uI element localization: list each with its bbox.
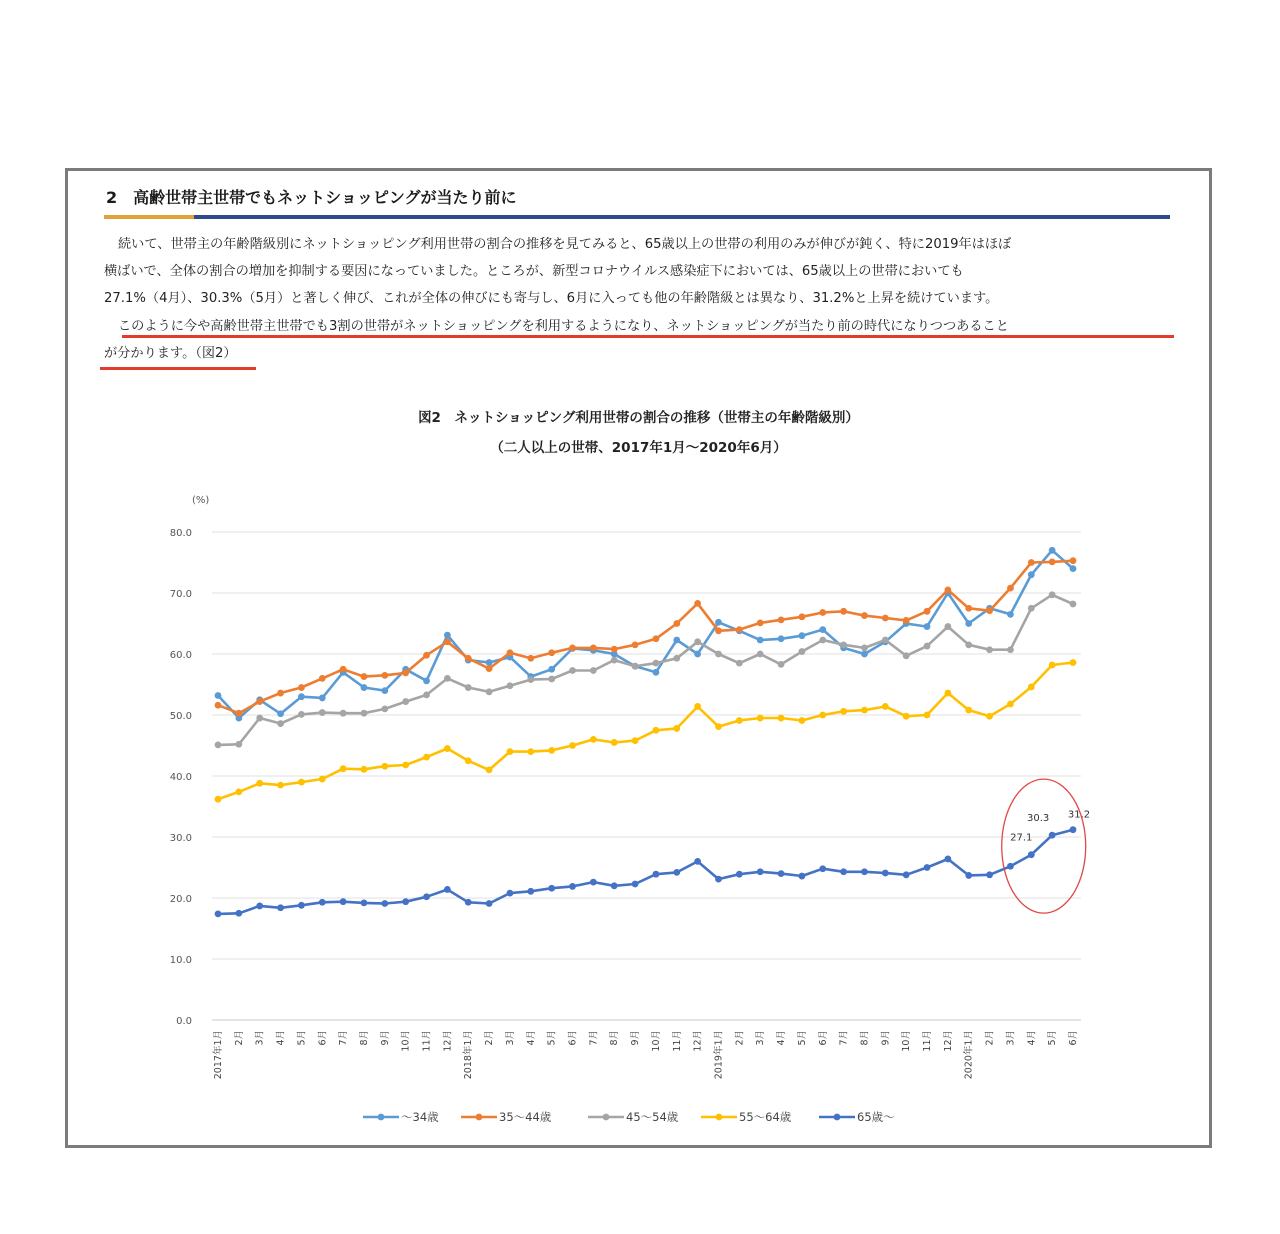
data-point	[486, 767, 493, 774]
data-point	[1007, 585, 1014, 592]
data-point	[381, 900, 388, 907]
legend-marker	[716, 1114, 723, 1121]
y-tick-label: 20.0	[169, 894, 192, 905]
data-point	[819, 865, 826, 872]
paragraph-line: 横ばいで、全体の割合の増加を抑制する要因になっていました。ところが、新型コロナウイルス感染症下においては、65歳以上の世帯においても	[104, 264, 964, 280]
data-point	[569, 742, 576, 749]
data-point	[1070, 557, 1077, 564]
data-point	[673, 869, 680, 876]
x-tick-label: 8月	[609, 1030, 621, 1046]
data-point	[319, 899, 326, 906]
data-point	[965, 707, 972, 714]
data-point	[757, 619, 764, 626]
data-point	[1007, 646, 1014, 653]
y-axis-label: (%)	[192, 495, 210, 506]
data-point	[611, 739, 618, 746]
data-point	[277, 710, 284, 717]
y-tick-label: 50.0	[169, 711, 192, 722]
data-point	[1049, 662, 1056, 669]
data-point	[381, 706, 388, 713]
data-point	[799, 717, 806, 724]
y-tick-label: 70.0	[169, 589, 192, 600]
data-point	[694, 600, 701, 607]
data-point	[1049, 832, 1056, 839]
data-point	[486, 688, 493, 695]
data-point	[215, 910, 222, 917]
data-point	[235, 910, 242, 917]
chart-subtitle: （二人以上の世帯、2017年1月～2020年6月）	[490, 440, 787, 456]
data-point	[256, 698, 263, 705]
data-point	[903, 652, 910, 659]
data-point	[903, 713, 910, 720]
data-point	[340, 898, 347, 905]
x-tick-label: 2月	[484, 1030, 496, 1046]
data-point	[444, 745, 451, 752]
x-tick-label: 7月	[838, 1030, 850, 1046]
report-frame	[65, 168, 1212, 1148]
legend-marker	[834, 1114, 841, 1121]
x-tick-label: 11月	[421, 1030, 433, 1052]
data-point	[903, 871, 910, 878]
legend-label: 55～64歳	[739, 1110, 792, 1124]
data-point	[361, 710, 368, 717]
data-point	[694, 703, 701, 710]
x-tick-label: 7月	[338, 1030, 350, 1046]
x-tick-label: 2月	[984, 1030, 996, 1046]
highlight-ellipse	[1002, 779, 1086, 913]
data-point	[840, 641, 847, 648]
data-point	[715, 651, 722, 658]
data-point	[507, 682, 514, 689]
data-point	[882, 703, 889, 710]
data-point	[256, 715, 263, 722]
data-point	[215, 796, 222, 803]
x-tick-label: 6月	[1068, 1030, 1079, 1046]
data-point	[986, 713, 993, 720]
data-point	[799, 648, 806, 655]
data-point	[1028, 559, 1035, 566]
data-point	[1070, 565, 1077, 572]
data-point	[465, 684, 472, 691]
data-point	[256, 903, 263, 910]
x-tick-label: 2月	[734, 1030, 746, 1046]
data-point	[653, 669, 660, 676]
x-tick-label: 6月	[567, 1030, 579, 1046]
data-point	[402, 670, 409, 677]
x-tick-label: 4月	[275, 1030, 287, 1046]
x-tick-label: 5月	[796, 1030, 808, 1046]
data-point	[277, 782, 284, 789]
data-point	[298, 779, 305, 786]
x-tick-label: 4月	[776, 1030, 788, 1046]
x-tick-label: 3月	[254, 1030, 266, 1046]
data-point	[548, 666, 555, 673]
data-point	[944, 623, 951, 630]
data-label: 30.3	[1027, 813, 1050, 825]
y-tick-label: 60.0	[169, 650, 192, 661]
data-point	[819, 637, 826, 644]
data-point	[423, 677, 430, 684]
data-point	[1070, 659, 1077, 666]
data-point	[548, 747, 555, 754]
x-tick-label: 4月	[525, 1030, 537, 1046]
paragraph-line: が分かります。（図2）	[104, 345, 237, 361]
data-point	[861, 645, 868, 652]
data-point	[673, 725, 680, 732]
data-point	[319, 675, 326, 682]
y-tick-label: 0.0	[176, 1016, 192, 1027]
data-point	[298, 902, 305, 909]
data-point	[965, 620, 972, 627]
data-point	[736, 717, 743, 724]
data-point	[340, 765, 347, 772]
x-tick-label: 9月	[630, 1030, 642, 1046]
data-point	[402, 762, 409, 769]
y-tick-label: 10.0	[169, 955, 192, 966]
data-point	[1028, 571, 1035, 578]
data-point	[882, 870, 889, 877]
legend-label: ～34歳	[401, 1110, 439, 1124]
data-point	[653, 635, 660, 642]
data-point	[778, 616, 785, 623]
data-point	[381, 763, 388, 770]
data-point	[986, 607, 993, 614]
data-point	[507, 748, 514, 755]
data-point	[444, 675, 451, 682]
data-point	[215, 692, 222, 699]
data-point	[319, 695, 326, 702]
y-tick-label: 30.0	[169, 833, 192, 844]
data-point	[611, 657, 618, 664]
data-point	[486, 665, 493, 672]
x-tick-label: 11月	[922, 1030, 934, 1052]
x-tick-label: 8月	[358, 1030, 370, 1046]
data-point	[465, 899, 472, 906]
data-point	[673, 637, 680, 644]
data-point	[653, 871, 660, 878]
legend-marker	[476, 1114, 483, 1121]
data-point	[924, 864, 931, 871]
data-point	[1007, 701, 1014, 708]
data-point	[632, 663, 639, 670]
data-point	[965, 872, 972, 879]
data-point	[381, 672, 388, 679]
data-point	[694, 651, 701, 658]
data-point	[1007, 611, 1014, 618]
data-point	[215, 741, 222, 748]
data-point	[277, 720, 284, 727]
data-point	[527, 655, 534, 662]
data-point	[402, 698, 409, 705]
data-point	[944, 690, 951, 697]
data-point	[423, 754, 430, 761]
data-point	[361, 684, 368, 691]
data-point	[486, 900, 493, 907]
data-point	[819, 626, 826, 633]
data-point	[924, 643, 931, 650]
data-point	[694, 638, 701, 645]
data-point	[590, 667, 597, 674]
data-point	[465, 757, 472, 764]
data-point	[215, 702, 222, 709]
data-point	[1007, 863, 1014, 870]
x-tick-label: 10月	[650, 1030, 662, 1052]
data-point	[861, 707, 868, 714]
x-tick-label: 6月	[317, 1030, 329, 1046]
data-point	[924, 623, 931, 630]
x-tick-label: 2月	[233, 1030, 245, 1046]
data-point	[715, 619, 722, 626]
data-point	[757, 715, 764, 722]
data-point	[611, 646, 618, 653]
paragraph-line: 27.1%（4月）、30.3%（5月）と著しく伸び、これが全体の伸びにも寄与し、6月に入っても他の年齢階級とは異なり、31.2%と上昇を続けています。	[104, 291, 999, 307]
data-point	[715, 876, 722, 883]
data-point	[799, 613, 806, 620]
data-point	[986, 646, 993, 653]
x-tick-label: 5月	[546, 1030, 558, 1046]
data-point	[361, 673, 368, 680]
x-tick-label: 10月	[400, 1030, 412, 1052]
data-point	[882, 637, 889, 644]
x-tick-label: 7月	[588, 1030, 600, 1046]
data-point	[965, 641, 972, 648]
data-point	[882, 615, 889, 622]
data-label: 31.2	[1067, 809, 1091, 821]
x-tick-label: 11月	[671, 1030, 683, 1052]
data-point	[256, 780, 263, 787]
data-point	[298, 711, 305, 718]
data-point	[736, 660, 743, 667]
data-point	[986, 871, 993, 878]
legend-marker	[378, 1114, 385, 1121]
legend-label: 35～44歳	[499, 1110, 552, 1124]
data-point	[632, 737, 639, 744]
x-tick-label: 4月	[1026, 1030, 1038, 1046]
data-point	[277, 904, 284, 911]
data-label: 27.1	[1010, 832, 1033, 844]
data-point	[1049, 558, 1056, 565]
data-point	[819, 609, 826, 616]
x-tick-label: 12月	[942, 1030, 954, 1052]
data-point	[965, 605, 972, 612]
data-point	[757, 637, 764, 644]
data-point	[465, 655, 472, 662]
data-point	[277, 690, 284, 697]
data-point	[819, 712, 826, 719]
x-tick-label: 2020年1月	[963, 1030, 975, 1080]
paragraph-line: このように今や高齢世帯主世帯でも3割の世帯がネットショッピングを利用するようになり、ネットショッピングが当たり前の時代になりつつあること	[118, 318, 1009, 334]
data-point	[778, 715, 785, 722]
data-point	[778, 635, 785, 642]
data-point	[694, 858, 701, 865]
x-tick-label: 9月	[379, 1030, 391, 1046]
x-tick-label: 2018年1月	[463, 1030, 475, 1080]
data-point	[569, 883, 576, 890]
data-point	[715, 627, 722, 634]
data-point	[611, 882, 618, 889]
data-point	[673, 620, 680, 627]
data-point	[861, 868, 868, 875]
x-tick-label: 2019年1月	[713, 1030, 725, 1080]
data-point	[569, 645, 576, 652]
x-tick-label: 9月	[880, 1030, 892, 1046]
data-point	[632, 881, 639, 888]
data-point	[757, 868, 764, 875]
data-point	[590, 645, 597, 652]
data-point	[298, 684, 305, 691]
data-point	[548, 885, 555, 892]
data-point	[653, 727, 660, 734]
data-point	[861, 651, 868, 658]
data-point	[840, 868, 847, 875]
x-tick-label: 3月	[504, 1030, 516, 1046]
data-point	[235, 710, 242, 717]
x-tick-label: 5月	[296, 1030, 308, 1046]
data-point	[507, 890, 514, 897]
data-point	[590, 736, 597, 743]
data-point	[361, 766, 368, 773]
y-tick-label: 40.0	[169, 772, 192, 783]
data-point	[1028, 684, 1035, 691]
data-point	[673, 655, 680, 662]
data-point	[1049, 547, 1056, 554]
x-tick-label: 2017年1月	[213, 1030, 224, 1080]
data-point	[840, 708, 847, 715]
line-chart	[68, 171, 1209, 1145]
data-point	[757, 651, 764, 658]
y-tick-label: 80.0	[169, 528, 192, 539]
data-point	[653, 660, 660, 667]
data-point	[340, 666, 347, 673]
data-point	[1070, 826, 1077, 833]
data-point	[569, 667, 576, 674]
data-point	[298, 693, 305, 700]
data-point	[423, 893, 430, 900]
data-point	[736, 871, 743, 878]
data-point	[235, 741, 242, 748]
data-point	[903, 617, 910, 624]
data-point	[527, 888, 534, 895]
data-point	[736, 626, 743, 633]
data-point	[778, 870, 785, 877]
data-point	[444, 886, 451, 893]
data-point	[527, 748, 534, 755]
data-point	[778, 661, 785, 668]
x-tick-label: 5月	[1047, 1030, 1059, 1046]
x-tick-label: 3月	[1005, 1030, 1017, 1046]
data-point	[799, 632, 806, 639]
data-point	[924, 608, 931, 615]
data-point	[361, 899, 368, 906]
data-point	[548, 676, 555, 683]
data-point	[1049, 591, 1056, 598]
data-point	[1028, 605, 1035, 612]
data-point	[548, 649, 555, 656]
data-point	[423, 691, 430, 698]
data-point	[1028, 851, 1035, 858]
series-line	[218, 561, 1073, 714]
x-tick-label: 12月	[692, 1030, 704, 1052]
data-point	[590, 879, 597, 886]
data-point	[423, 652, 430, 659]
data-point	[402, 898, 409, 905]
data-point	[840, 608, 847, 615]
data-point	[507, 649, 514, 656]
data-point	[944, 587, 951, 594]
data-point	[381, 687, 388, 694]
data-point	[319, 776, 326, 783]
data-point	[235, 788, 242, 795]
data-point	[632, 641, 639, 648]
data-point	[944, 856, 951, 863]
data-point	[444, 632, 451, 639]
legend-label: 45～54歳	[626, 1110, 679, 1124]
x-tick-label: 12月	[442, 1030, 454, 1052]
x-tick-label: 10月	[901, 1030, 913, 1052]
data-point	[319, 709, 326, 716]
x-tick-label: 3月	[755, 1030, 767, 1046]
x-tick-label: 8月	[859, 1030, 871, 1046]
data-point	[340, 710, 347, 717]
data-point	[715, 723, 722, 730]
series-line	[218, 663, 1073, 800]
data-point	[924, 712, 931, 719]
data-point	[527, 676, 534, 683]
data-point	[799, 873, 806, 880]
paragraph-line: 続いて、世帯主の年齢階級別にネットショッピング利用世帯の割合の推移を見てみると、65歳以上の世帯の利用のみが伸びが鈍く、特に2019年はほぼ	[118, 237, 1012, 252]
x-tick-label: 6月	[817, 1030, 829, 1046]
data-point	[444, 638, 451, 645]
data-point	[861, 612, 868, 619]
legend-label: 65歳～	[857, 1110, 895, 1124]
chart-title: 図2 ネットショッピング利用世帯の割合の推移（世帯主の年齢階級別）	[418, 410, 859, 426]
data-point	[1070, 601, 1077, 608]
section-heading: 2 高齢世帯主世帯でもネットショッピングが当たり前に	[106, 188, 517, 207]
data-point	[486, 659, 493, 666]
legend-marker	[603, 1114, 610, 1121]
